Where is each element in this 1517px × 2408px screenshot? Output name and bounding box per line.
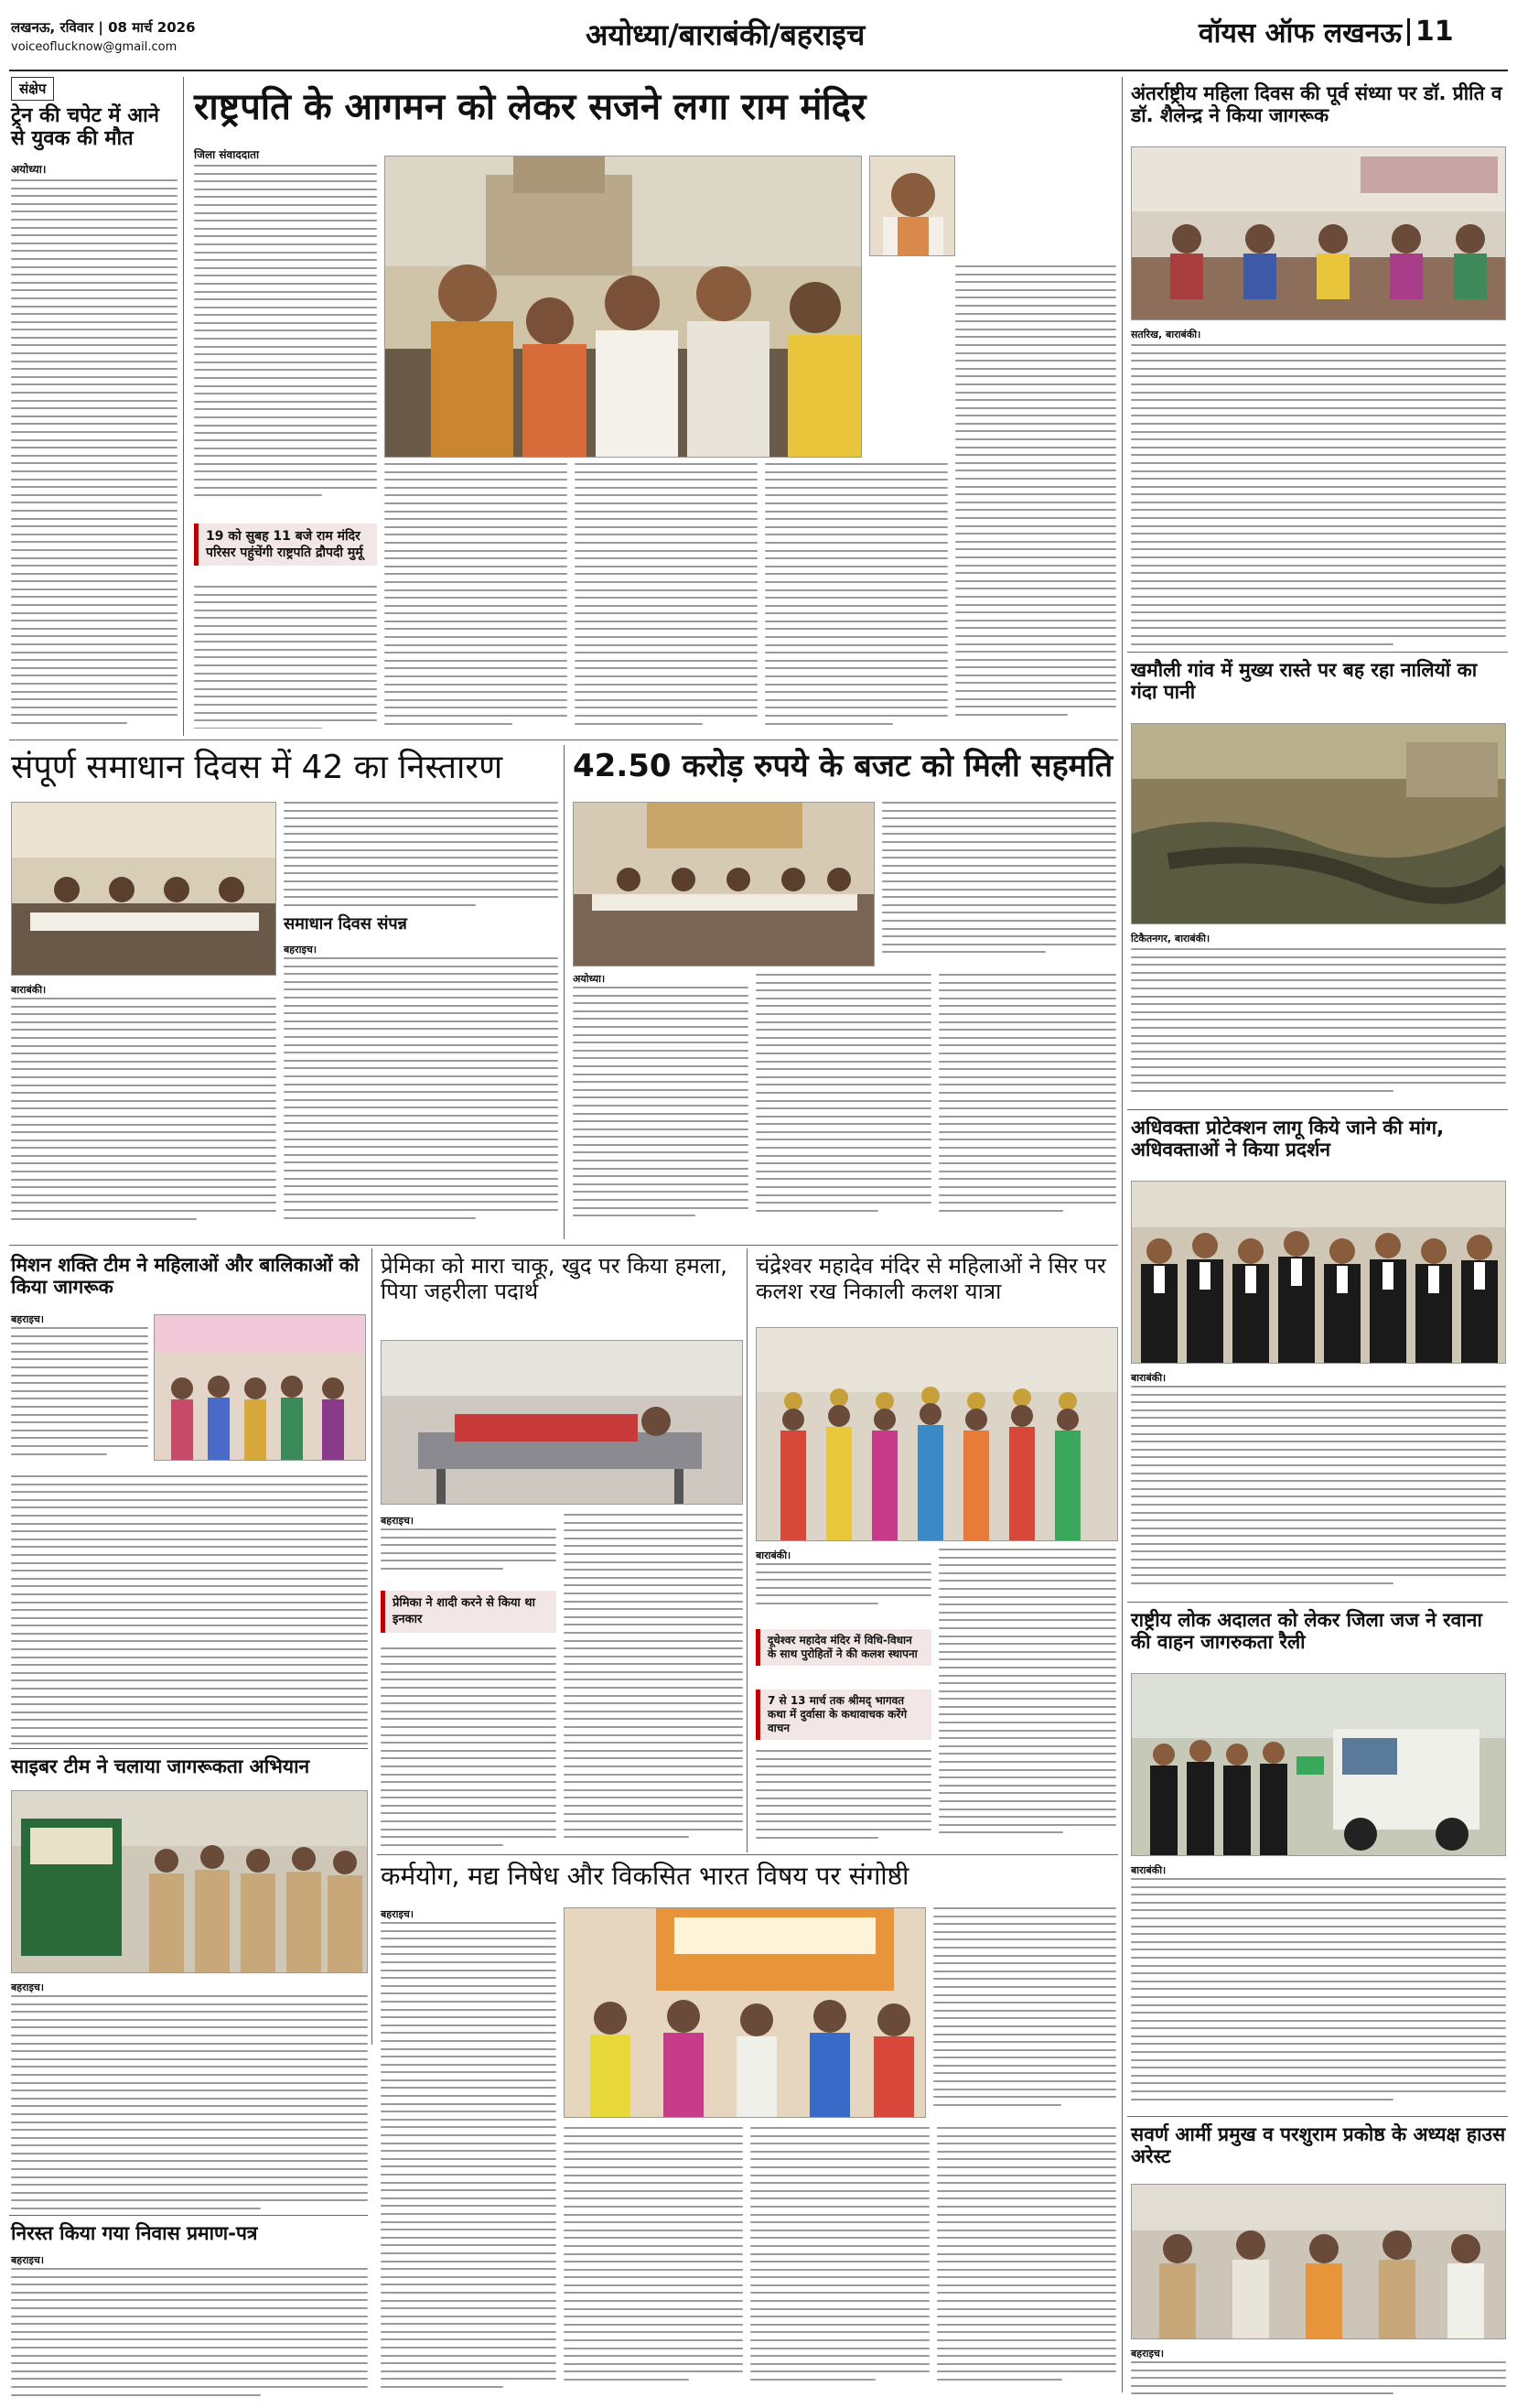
premika-col-b [564, 1514, 743, 1847]
premika-pull-quote: प्रेमिका ने शादी करने से किया था इनकार [381, 1591, 556, 1633]
paper-name [1199, 13, 1454, 50]
samadhan-photo [11, 802, 276, 976]
lok-adalat-body [1131, 1878, 1506, 2111]
date-line: लखनऊ, रविवार | 08 मार्च 2026 [11, 19, 196, 36]
lead-byline: जिला संवाददाता [194, 148, 260, 161]
lead-col1-tail [194, 586, 377, 729]
premika-headline: प्रेमिका को मारा चाकू, खुद पर किया हमला, पिया जहरीला पदार्थ [381, 1253, 727, 1304]
kalash-headline: चंद्रेश्वर महादेव मंदिर से महिलाओं ने सिर पर कलश रख निकाली कलश यात्रा [756, 1253, 1106, 1304]
khamauli-photo-image [1132, 724, 1506, 924]
karmayog-col-c2 [750, 2127, 930, 2396]
budget-col-b [756, 974, 931, 1232]
mission-shakti-photo [154, 1314, 366, 1461]
lok-adalat-photo [1131, 1673, 1506, 1856]
womens-day-photo [1131, 146, 1506, 320]
budget-headline: 42.50 करोड़ रुपये के बजट को मिली सहमति [573, 748, 1114, 784]
budget-col-c [939, 974, 1116, 1232]
advocate-headline: अधिवक्ता प्रोटेक्शन लागू किये जाने की मांग, अधिवक्ताओं ने किया प्रदर्शन [1131, 1117, 1445, 1161]
mission-shakti-body-a [11, 1327, 148, 1474]
savarna-photo-image [1132, 2185, 1506, 2339]
kalash-col-b [939, 1549, 1116, 1847]
savarna-dateline: बहराइच। [1131, 2348, 1165, 2359]
samadhan-photo-image [12, 803, 276, 976]
samadhan-sub-dateline: बहराइच। [284, 944, 317, 956]
advocate-dateline: बाराबंकी। [1131, 1372, 1167, 1384]
premika-col-a2 [381, 1647, 556, 1847]
lead-pull-quote: 19 को सुबह 11 बजे राम मंदिर परिसर पहुंचेंगी राष्ट्रपति द्रौपदी मुर्मू [194, 524, 377, 566]
lok-adalat-dateline: बाराबंकी। [1131, 1864, 1167, 1876]
budget-photo [573, 802, 875, 966]
brief-body [11, 179, 178, 729]
cyber-photo [11, 1790, 368, 1973]
khamauli-dateline: टिकैतनगर, बाराबंकी। [1131, 933, 1210, 945]
khamauli-body [1131, 948, 1506, 1104]
advocate-photo [1131, 1181, 1506, 1364]
email: voiceoflucknow@gmail.com [11, 40, 178, 54]
budget-photo-image [574, 803, 875, 966]
lead-headline: राष्ट्रपति के आगमन को लेकर सजने लगा राम मंदिर [194, 86, 866, 128]
kalash-photo [756, 1327, 1118, 1541]
page-number: 11 [1415, 16, 1454, 48]
budget-dateline: अयोध्या। [573, 973, 606, 985]
masthead-rule [9, 70, 1508, 71]
mission-shakti-photo-image [155, 1315, 366, 1461]
brief-tag: संक्षेप [11, 77, 54, 101]
womens-day-headline: अंतर्राष्ट्रीय महिला दिवस की पूर्व संध्या पर डॉ. प्रीति व डॉ. शैलेन्द्र ने किया जागरूक [1131, 82, 1502, 127]
karmayog-headline: कर्मयोग, मद्य निषेध और विकसित भारत विषय पर संगोष्ठी [381, 1861, 909, 1891]
niwas-dateline: बहराइच। [11, 2254, 45, 2266]
kalash-dateline: बाराबंकी। [756, 1550, 791, 1561]
mission-shakti-body-b [11, 1475, 368, 1744]
president-portrait-image [870, 157, 955, 256]
samadhan-dateline: बाराबंकी। [11, 984, 47, 996]
samadhan-body-b [284, 802, 558, 912]
womens-day-body [1131, 344, 1506, 646]
savarna-body [1131, 2361, 1506, 2398]
premika-photo-image [382, 1341, 743, 1505]
karmayog-dateline: बहराइच। [381, 1908, 414, 1920]
khamauli-photo [1131, 723, 1506, 924]
lead-col1-text [194, 165, 377, 439]
lead-col1-lower [194, 439, 377, 513]
paper-title: वॉयस ऑफ लखनऊ [1199, 17, 1402, 49]
cyber-headline: साइबर टीम ने चलाया जागरूकता अभियान [11, 1755, 310, 1777]
lead-photo-image [385, 157, 862, 458]
samadhan-headline: संपूर्ण समाधान दिवस में 42 का निस्तारण [11, 749, 503, 786]
cyber-body [11, 1995, 368, 2209]
cyber-dateline: बहराइच। [11, 1981, 45, 1993]
niwas-headline: निरस्त किया गया निवास प्रमाण-पत्र [11, 2222, 258, 2244]
lok-adalat-headline: राष्ट्रीय लोक अदालत को लेकर जिला जज ने रवाना की वाहन जागरुकता रैली [1131, 1609, 1482, 1654]
premika-photo [381, 1340, 743, 1505]
mission-shakti-dateline: बहराइच। [11, 1313, 45, 1325]
kalash-pull-quote-2: 7 से 13 मार्च तक श्रीमद् भागवत कथा में दुर्वासा के कथावाचक करेंगे वाचन [756, 1690, 931, 1740]
khamauli-headline: खमौली गांव में मुख्य रास्ते पर बह रहा नालियों का गंदा पानी [1131, 659, 1478, 704]
karmayog-col-b2 [564, 2127, 743, 2396]
lead-photo [384, 156, 862, 458]
advocate-photo-image [1132, 1182, 1506, 1364]
mission-shakti-headline: मिशन शक्ति टीम ने महिलाओं और बालिकाओं को किया जागरूक [11, 1254, 360, 1299]
cyber-photo-image [12, 1791, 368, 1973]
karmayog-photo-image [565, 1908, 926, 2118]
kalash-pull-quote-1: दूधेश्वर महादेव मंदिर में विधि-विधान के साथ पुरोहितों ने की कलश स्थापना [756, 1629, 931, 1666]
lead-col-a [384, 463, 567, 729]
section-title: अयोध्या/बाराबंकी/बहराइच [586, 17, 866, 52]
samadhan-body-c [284, 957, 558, 1232]
womens-day-photo-image [1132, 147, 1506, 320]
karmayog-col-d2 [937, 2127, 1116, 2396]
kalash-col-a2 [756, 1750, 931, 1847]
kalash-col-a [756, 1563, 931, 1624]
savarna-photo [1131, 2184, 1506, 2339]
brief-dateline: अयोध्या। [11, 163, 47, 176]
budget-col-side [882, 802, 1116, 966]
budget-col-a [573, 987, 748, 1232]
lead-col-d [955, 265, 1116, 729]
brief-headline: ट्रेन की चपेट में आने से युवक की मौत [11, 104, 159, 151]
premika-col-a [381, 1528, 556, 1583]
karmayog-photo [564, 1907, 926, 2118]
karmayog-col-a [381, 1922, 556, 2396]
samadhan-subhead: समाधान दिवस संपन्न [284, 914, 407, 934]
masthead [0, 0, 1517, 73]
niwas-body [11, 2268, 368, 2396]
savarna-headline: सवर्ण आर्मी प्रमुख व परशुराम प्रकोष्ठ के अध्यक्ष हाउस अरेस्ट [1131, 2123, 1506, 2168]
samadhan-body-a [11, 998, 276, 1232]
lead-col-c [765, 463, 948, 729]
kalash-photo-image [757, 1328, 1118, 1541]
advocate-body [1131, 1386, 1506, 1596]
president-portrait [869, 156, 955, 256]
lead-col-b [575, 463, 758, 729]
karmayog-col-c [933, 1907, 1116, 2118]
premika-dateline: बहराइच। [381, 1515, 414, 1527]
lok-adalat-photo-image [1132, 1674, 1506, 1856]
womens-day-dateline: सतरिख, बाराबंकी। [1131, 329, 1201, 340]
